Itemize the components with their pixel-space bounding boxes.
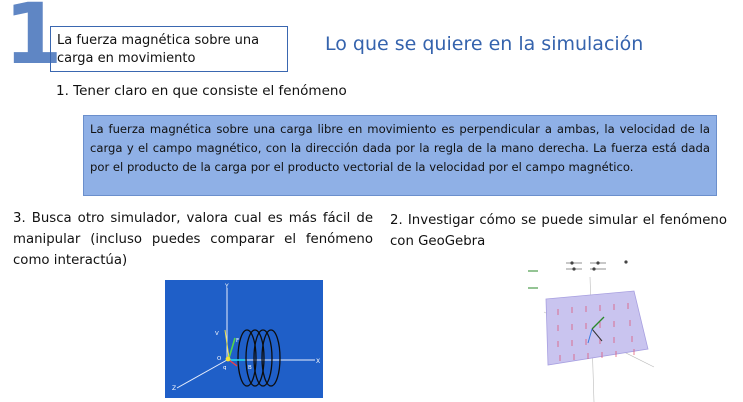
label-o: O bbox=[217, 356, 222, 362]
slider-point-3 bbox=[624, 260, 627, 263]
slide-number: 1 bbox=[4, 0, 63, 83]
topic-box: La fuerza magnética sobre una carga en movimiento bbox=[50, 26, 288, 72]
charge-dot bbox=[226, 357, 231, 362]
geogebra-simulation-image bbox=[524, 257, 664, 402]
x-axis-label: X bbox=[316, 358, 321, 365]
slider-point-2 bbox=[596, 261, 599, 264]
simulator-background bbox=[165, 280, 323, 398]
label-f: F bbox=[236, 338, 240, 344]
slider-point-4 bbox=[572, 267, 575, 270]
label-b: B bbox=[248, 365, 252, 371]
definition-box: La fuerza magnética sobre una carga libre en movimiento es perpendicular a ambas, la velocidad de la carga y el campo magnético, con la dirección dada por la regla de la mano derecha. La fuerza está dada por el producto de la carga por el producto vectorial de la velocidad por el campo magnético. bbox=[83, 115, 717, 196]
z-axis-label: Z bbox=[172, 385, 177, 392]
label-v: V bbox=[215, 331, 219, 337]
step-1-text: 1. Tener claro en que consiste el fenómeno bbox=[56, 83, 347, 99]
step-3-text: 3. Busca otro simulador, valora cual es más fácil de manipular (incluso puedes comparar el fenómeno como interactúa) bbox=[13, 211, 373, 268]
y-axis-label: Y bbox=[225, 283, 229, 290]
label-q: q bbox=[223, 365, 227, 371]
step-2-text: 2. Investigar cómo se puede simular el fenómeno con GeoGebra bbox=[390, 213, 727, 249]
magnetic-force-simulator-image bbox=[165, 280, 323, 398]
slider-point-5 bbox=[592, 267, 595, 270]
slider-point-1 bbox=[570, 261, 573, 264]
slide-title: Lo que se quiere en la simulación bbox=[325, 33, 644, 55]
